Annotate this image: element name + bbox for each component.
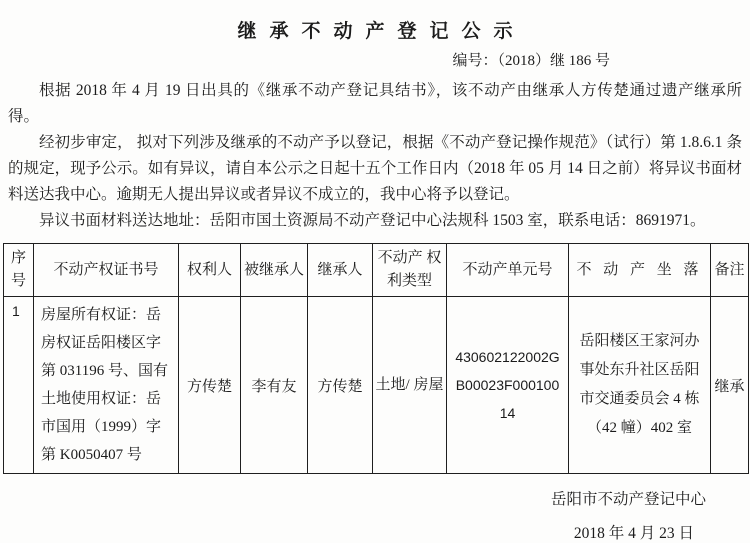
cell-decedent: 李有友	[241, 297, 308, 474]
document-title: 继承不动产登记公示	[237, 21, 526, 42]
cell-right-type: 土地/ 房屋	[373, 297, 447, 474]
col-header-cert-no: 不动产权证书号	[34, 244, 179, 297]
cell-heir: 方传楚	[308, 297, 373, 474]
cell-seq: 1	[4, 297, 34, 474]
cell-cert-no: 房屋所有权证：岳房权证岳阳楼区字第 031196 号、国有土地使用权证：岳市国用（1999）字第 K0050407 号	[34, 297, 179, 474]
registration-table	[3, 243, 749, 474]
col-header-right-holder: 权利人	[179, 244, 241, 297]
table-row	[4, 297, 749, 474]
paragraph-delivery-address: 异议书面材料送达地址：岳阳市国土资源局不动产登记中心法规科 1503 室，联系电话：8691971。	[39, 212, 706, 229]
col-header-heir: 继承人	[308, 244, 373, 297]
col-header-seq: 序号	[4, 244, 34, 297]
col-header-decedent: 被继承人	[241, 244, 308, 297]
col-header-location: 不 动 产 坐 落	[569, 244, 711, 297]
paragraph-basis: 根据 2018 年 4 月 19 日出具的《继承不动产登记具结书》，该不动产由继承人方传楚通过遗产继承所得。	[8, 82, 742, 125]
cell-right-holder: 方传楚	[179, 297, 241, 474]
col-header-unit-no: 不动产单元号	[447, 244, 569, 297]
cell-location: 岳阳楼区王家河办事处东升社区岳阳市交通委员会 4 栋（42 幢）402 室	[569, 297, 711, 474]
issue-date: 2018 年 4 月 23 日	[573, 525, 694, 542]
table-header-row	[4, 244, 749, 297]
col-header-right-type: 不动产 权利类型	[373, 244, 447, 297]
cell-remark: 继承	[711, 297, 749, 474]
cell-unit-no: 430602122002GB00023F00010014	[447, 297, 569, 474]
col-header-remark: 备注	[711, 244, 749, 297]
paragraph-review-objection: 经初步审定， 拟对下列涉及继承的不动产予以登记，根据《不动产登记操作规范》（试行）第 1.8.6.1 条的规定，现予公示。如有异议，请自本公示之日起十五个工作日内（2018 年 05 月 14 日之前）将异议书面材料送达我中心。逾期无人提出异议或者异议不成立的，我中心将予以登记。	[8, 134, 742, 203]
issuer-name: 岳阳市不动产登记中心	[550, 491, 706, 508]
document-number: 编号：（2018）继 186 号	[452, 53, 610, 69]
